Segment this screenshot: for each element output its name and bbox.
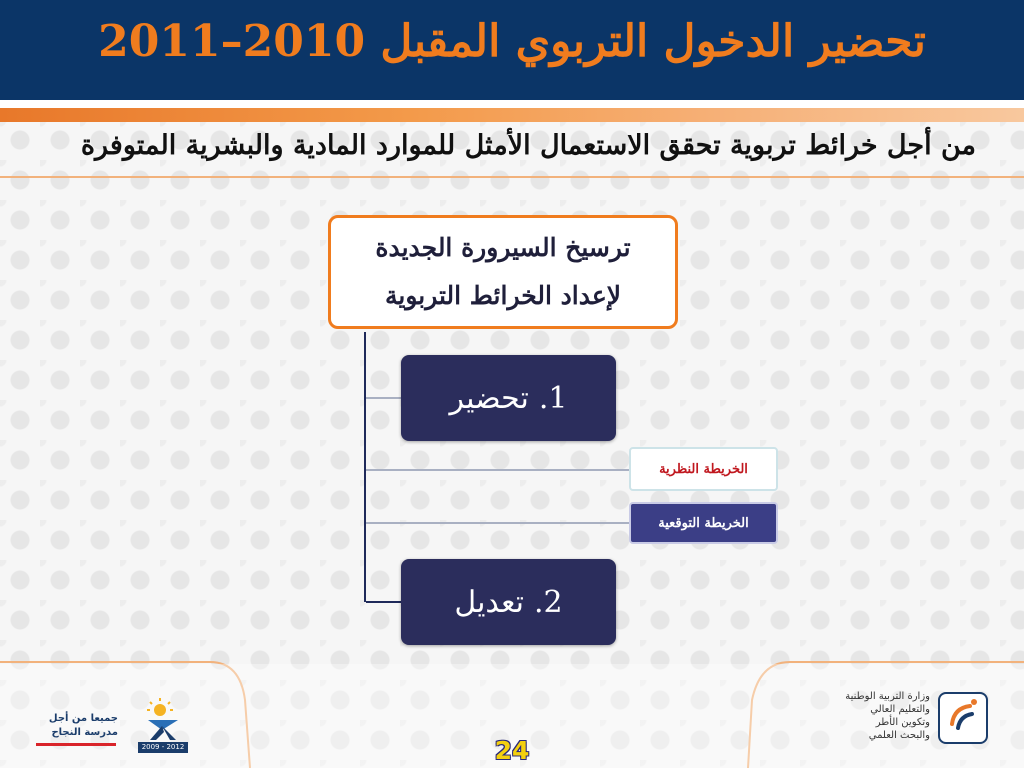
logo-underline (36, 742, 116, 748)
logo-years: 2009 - 2012 (138, 742, 188, 753)
logo-line1: جميعا من أجل (48, 713, 118, 724)
step1-number: 1. (538, 380, 568, 416)
page-number: 24 (494, 736, 530, 765)
main-box-line2: لإعداد الخرائط التربوية (384, 281, 622, 310)
sub-item-theoretical-map: الخريطة النظرية (629, 447, 778, 491)
sub-item-forecast-map: الخريطة التوقعية (629, 502, 778, 544)
slide-subtitle: من أجل خرائط تربوية تحقق الاستعمال الأمثل للموارد المادية والبشرية المتوفرة (80, 130, 976, 161)
ministry-line4: والبحث العلمي (868, 730, 930, 741)
main-box-line1: ترسيخ السيرورة الجديدة (375, 233, 631, 262)
step2-label: تعديل (454, 584, 524, 620)
slide-title: تحضير الدخول التربوي المقبل 2010–2011 (98, 16, 926, 67)
ministry-line3: وتكوين الأطر (875, 717, 930, 728)
ministry-name (758, 690, 930, 742)
step1-label: تحضير (449, 380, 529, 416)
ministry-line1: وزارة التربية الوطنية (845, 691, 930, 702)
ministry-logo-icon (938, 692, 988, 744)
success-school-logo-text (28, 712, 118, 740)
ministry-line2: والتعليم العالي (870, 704, 930, 715)
step2-number: 2. (534, 584, 563, 620)
logo-line2: مدرسة النجاح (51, 727, 118, 738)
